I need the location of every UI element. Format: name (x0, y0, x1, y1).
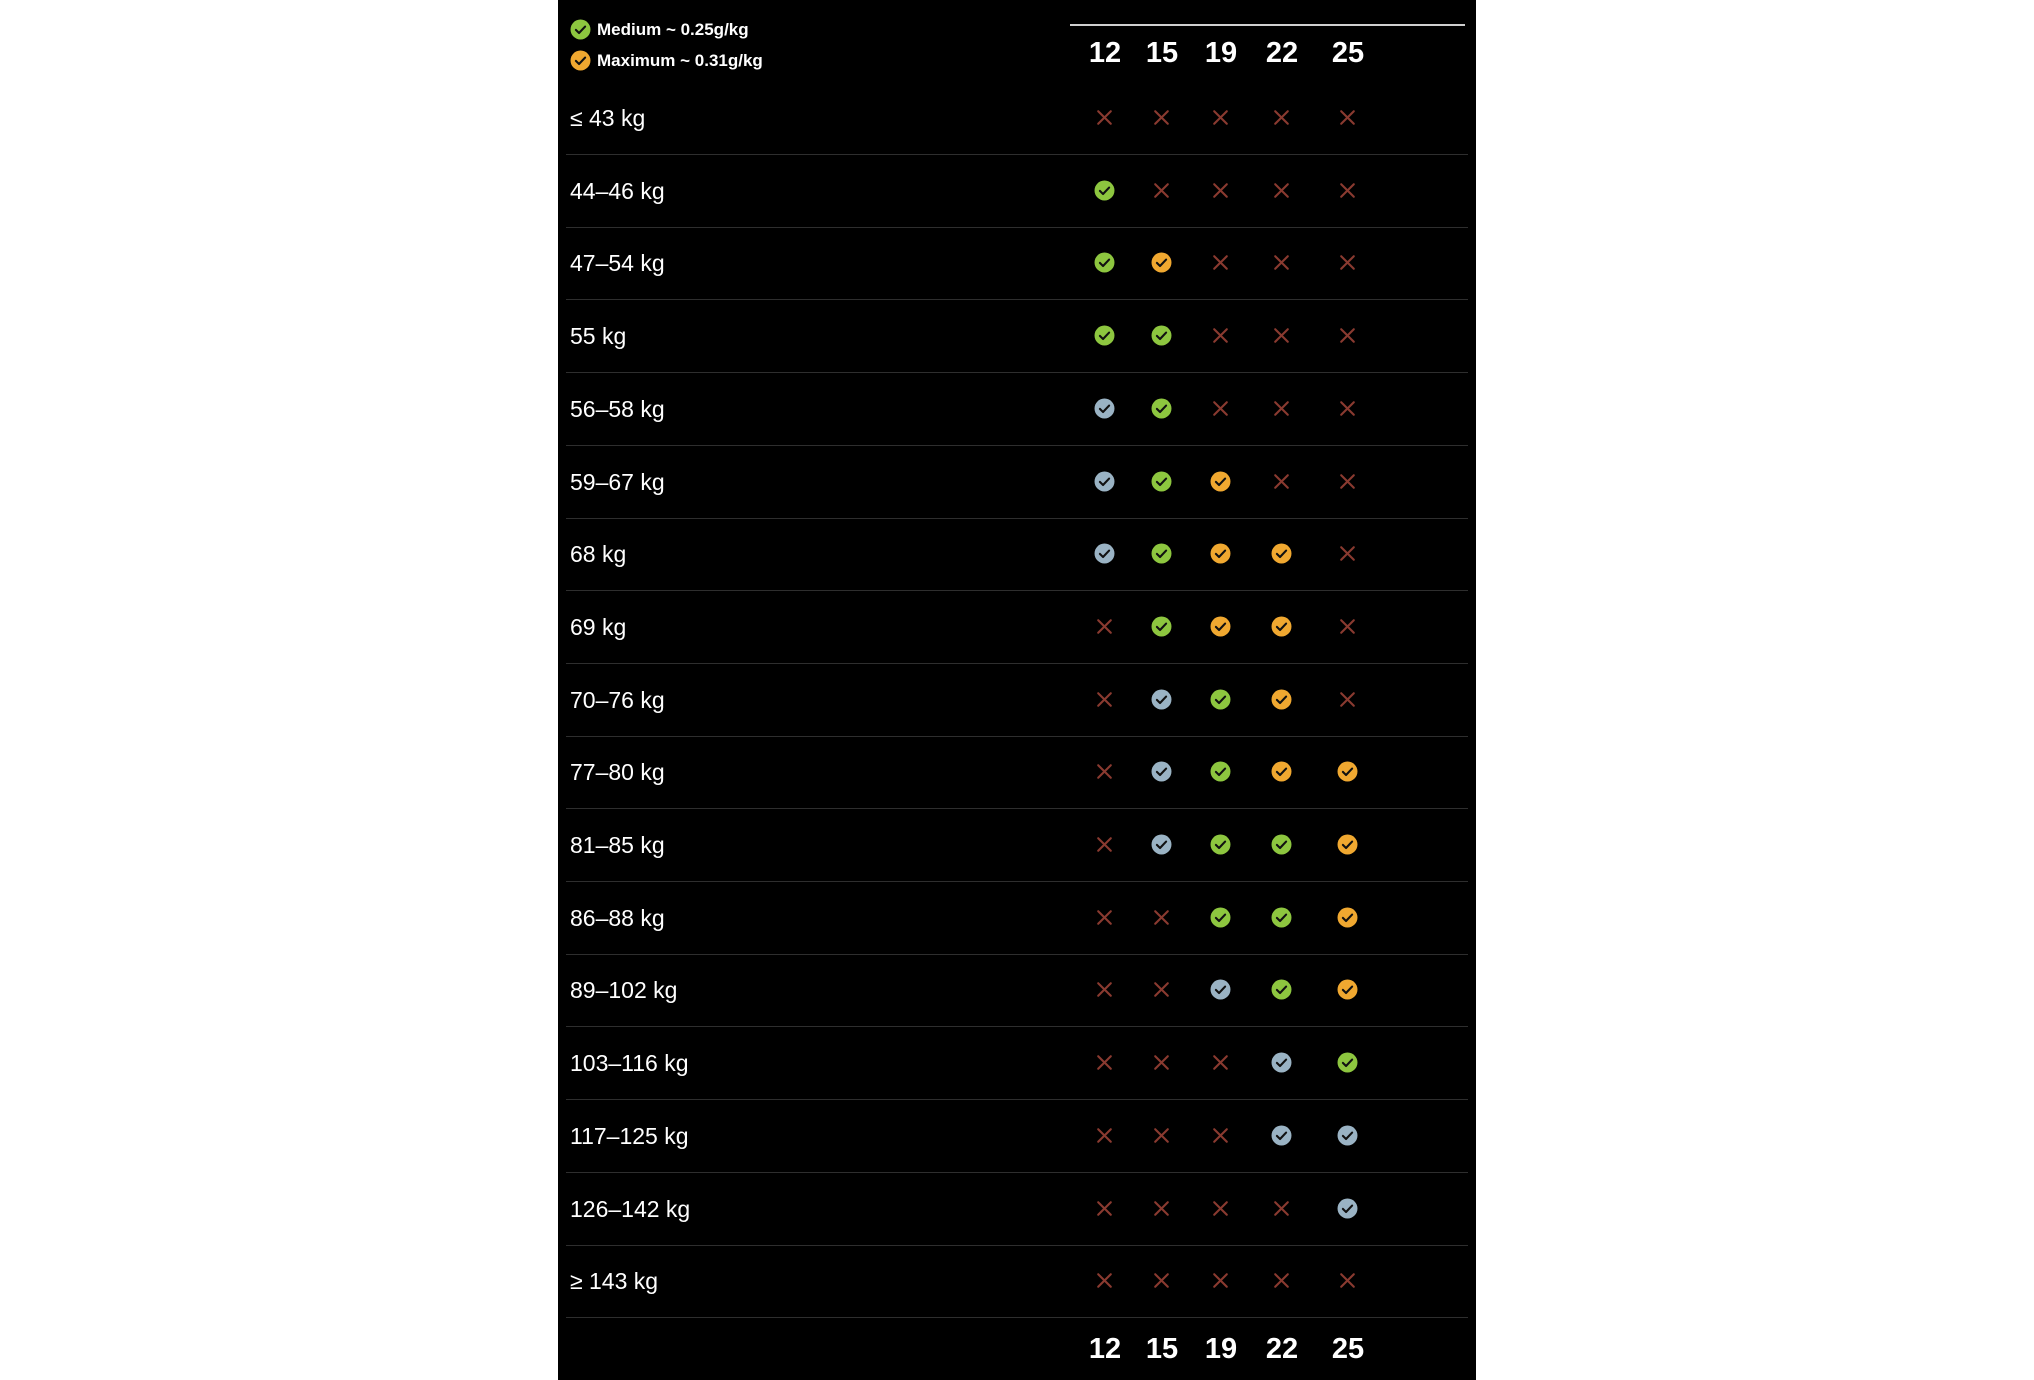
green-check-icon (1210, 761, 1231, 782)
blue-check-icon (1151, 761, 1172, 782)
table-row (558, 591, 1476, 664)
cross-icon (1094, 616, 1115, 637)
weight-range-label: 59–67 kg (570, 468, 665, 495)
blue-check-icon (1271, 1052, 1292, 1073)
cross-icon (1337, 616, 1358, 637)
cross-icon (1094, 1198, 1115, 1219)
weight-range-label: 81–85 kg (570, 832, 665, 858)
cross-icon (1210, 398, 1231, 419)
weight-range-label: 117–125 kg (570, 1122, 689, 1149)
green-check-icon (1210, 907, 1231, 928)
orange-check-icon (1271, 616, 1292, 637)
blue-check-icon (1271, 1125, 1292, 1146)
cross-icon (1210, 1052, 1231, 1073)
blue-check-icon (1151, 689, 1172, 710)
cross-icon (1337, 1270, 1358, 1291)
weight-range-label: 89–102 kg (570, 977, 678, 1004)
cross-icon (1210, 252, 1231, 273)
legend-label-medium: Medium ~ 0.25g/kg (597, 19, 749, 39)
blue-check-icon (1151, 834, 1172, 855)
cross-icon (1271, 107, 1292, 128)
cross-icon (1094, 979, 1115, 1000)
cross-icon (1094, 761, 1115, 782)
blue-check-icon (1337, 1198, 1358, 1219)
table-row (558, 1027, 1476, 1100)
table-row (558, 664, 1476, 737)
dosage-chart-panel (558, 0, 1476, 1380)
green-check-icon (1337, 1052, 1358, 1073)
cross-icon (1151, 1198, 1172, 1219)
blue-check-icon (1210, 979, 1231, 1000)
orange-check-icon (1210, 543, 1231, 564)
column-footer-3: 22 (1265, 1333, 1299, 1365)
green-check-icon (1151, 398, 1172, 419)
table-row (558, 82, 1476, 155)
cross-icon (1337, 180, 1358, 201)
cross-icon (1151, 180, 1172, 201)
green-check-icon (1210, 689, 1231, 710)
header-rule (1070, 24, 1465, 26)
weight-range-label: 56–58 kg (570, 395, 665, 422)
cross-icon (1151, 979, 1172, 1000)
column-header-bottom (558, 1325, 1476, 1373)
green-check-icon (1094, 252, 1115, 273)
blue-check-icon (1094, 543, 1115, 564)
table-row (558, 1100, 1476, 1173)
green-check-icon (1271, 907, 1292, 928)
column-footer-2: 19 (1204, 1333, 1238, 1365)
legend-label-maximum: Maximum ~ 0.31g/kg (597, 50, 763, 70)
table-row (558, 954, 1476, 1027)
weight-range-label: 86–88 kg (570, 904, 665, 931)
table-row (558, 1173, 1476, 1246)
weight-range-label: 70–76 kg (570, 686, 665, 713)
weight-range-label: ≥ 143 kg (570, 1268, 659, 1295)
column-header-1: 15 (1145, 37, 1179, 69)
cross-icon (1337, 107, 1358, 128)
orange-check-icon (1337, 761, 1358, 782)
table-row (558, 809, 1476, 882)
cross-icon (1271, 180, 1292, 201)
green-check-icon (1210, 834, 1231, 855)
green-check-icon (1271, 979, 1292, 1000)
orange-check-icon (1337, 907, 1358, 928)
cross-icon (1337, 543, 1358, 564)
orange-check-icon (1151, 252, 1172, 273)
table-row (558, 373, 1476, 446)
cross-icon (1337, 398, 1358, 419)
column-footer-1: 15 (1145, 1333, 1179, 1365)
table-row (558, 155, 1476, 228)
cross-icon (1337, 471, 1358, 492)
cross-icon (1151, 1270, 1172, 1291)
green-check-icon (1094, 325, 1115, 346)
column-footer-0: 12 (1088, 1333, 1122, 1365)
orange-check-icon (1271, 761, 1292, 782)
orange-check-icon (1271, 689, 1292, 710)
table-row (558, 227, 1476, 300)
weight-range-label: ≤ 43 kg (570, 105, 646, 131)
cross-icon (1271, 398, 1292, 419)
table-row (558, 736, 1476, 809)
cross-icon (1210, 1198, 1231, 1219)
cross-icon (1210, 107, 1231, 128)
blue-check-icon (1337, 1125, 1358, 1146)
column-header-top (558, 29, 1476, 77)
cross-icon (1094, 907, 1115, 928)
cross-icon (1094, 689, 1115, 710)
cross-icon (1271, 252, 1292, 273)
orange-check-icon (1210, 471, 1231, 492)
table-row (558, 518, 1476, 591)
blue-check-icon (1094, 471, 1115, 492)
table-row (558, 882, 1476, 955)
green-check-icon (1094, 180, 1115, 201)
cross-icon (1094, 834, 1115, 855)
cross-icon (1271, 471, 1292, 492)
cross-icon (1151, 107, 1172, 128)
green-check-icon (1151, 471, 1172, 492)
cross-icon (1271, 1198, 1292, 1219)
weight-range-label: 47–54 kg (570, 250, 665, 277)
weight-range-label: 103–116 kg (570, 1050, 689, 1077)
table-row (558, 446, 1476, 519)
cross-icon (1271, 325, 1292, 346)
orange-check-icon (1210, 616, 1231, 637)
cross-icon (1094, 1052, 1115, 1073)
cross-icon (1337, 252, 1358, 273)
weight-range-label: 77–80 kg (570, 759, 665, 786)
weight-range-label: 69 kg (570, 613, 627, 640)
green-check-icon (1151, 543, 1172, 564)
cross-icon (1210, 180, 1231, 201)
table-row (558, 1245, 1476, 1318)
column-header-0: 12 (1088, 37, 1122, 69)
cross-icon (1210, 1125, 1231, 1146)
cross-icon (1271, 1270, 1292, 1291)
column-footer-4: 25 (1331, 1333, 1365, 1365)
weight-range-label: 126–142 kg (570, 1195, 691, 1222)
green-check-icon (1271, 834, 1292, 855)
column-header-2: 19 (1204, 37, 1238, 69)
table-row (558, 300, 1476, 373)
weight-range-label: 68 kg (570, 541, 627, 568)
cross-icon (1094, 1125, 1115, 1146)
cross-icon (1337, 689, 1358, 710)
orange-check-icon (1337, 834, 1358, 855)
green-check-icon (1151, 325, 1172, 346)
cross-icon (1094, 1270, 1115, 1291)
weight-range-label: 44–46 kg (570, 177, 665, 204)
column-header-4: 25 (1331, 37, 1365, 69)
cross-icon (1337, 325, 1358, 346)
cross-icon (1151, 1052, 1172, 1073)
cross-icon (1210, 1270, 1231, 1291)
blue-check-icon (1094, 398, 1115, 419)
cross-icon (1151, 1125, 1172, 1146)
cross-icon (1094, 107, 1115, 128)
cross-icon (1151, 907, 1172, 928)
orange-check-icon (1337, 979, 1358, 1000)
cross-icon (1210, 325, 1231, 346)
green-check-icon (1151, 616, 1172, 637)
orange-check-icon (1271, 543, 1292, 564)
column-header-3: 22 (1265, 37, 1299, 69)
weight-range-label: 55 kg (570, 323, 627, 350)
